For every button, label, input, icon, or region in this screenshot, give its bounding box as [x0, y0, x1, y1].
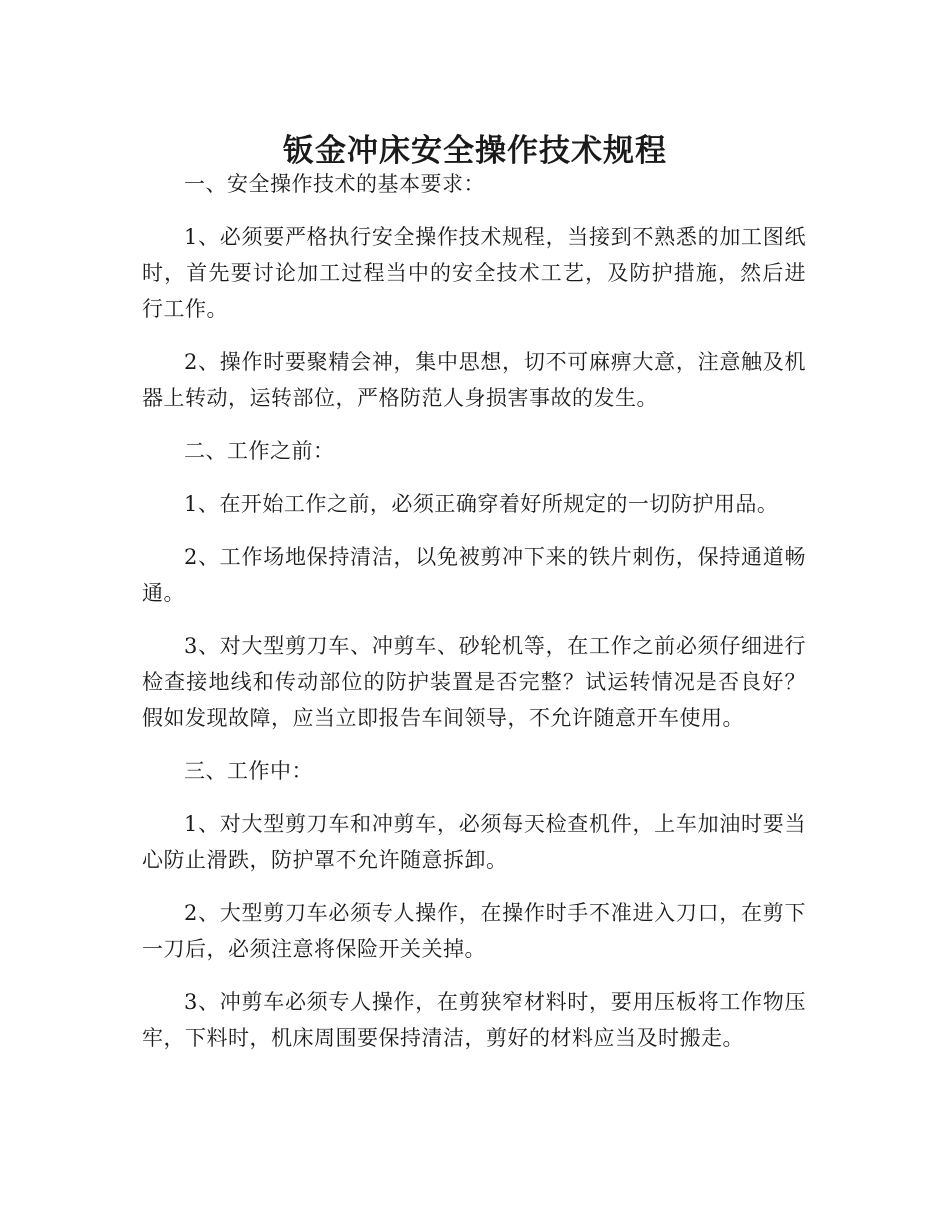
paragraph: 2、工作场地保持清洁，以免被剪冲下来的铁片刺伤，保持通道畅通。 [142, 545, 806, 605]
paragraph: 1、在开始工作之前，必须正确穿着好所规定的一切防护用品。 [184, 492, 779, 516]
paragraph: 2、操作时要聚精会神，集中思想，切不可麻痹大意，注意触及机器上转动，运转部位，严格防范人身损害事故的发生。 [142, 350, 806, 410]
section-heading-2: 二、工作之前： [184, 439, 335, 463]
paragraph: 2、大型剪刀车必须专人操作，在操作时手不准进入刀口，在剪下一刀后，必须注意将保险开关关掉。 [142, 901, 806, 961]
document-body [142, 166, 806, 1073]
document-title: 钣金冲床安全操作技术规程 [283, 132, 667, 169]
paragraph: 1、对大型剪刀车和冲剪车，必须每天检查机件，上车加油时要当心防止滑跌，防护罩不允许随意拆卸。 [142, 812, 806, 872]
paragraph: 3、冲剪车必须专人操作，在剪狭窄材料时，要用压板将工作物压牢，下料时，机床周围要保持清洁，剪好的材料应当及时搬走。 [142, 990, 806, 1050]
paragraph: 3、对大型剪刀车、冲剪车、砂轮机等，在工作之前必须仔细进行检查接地线和传动部位的防护装置是否完整？试运转情况是否良好？假如发现故障，应当立即报告车间领导，不允许随意开车使用。 [142, 634, 806, 730]
section-heading-1: 一、安全操作技术的基本要求： [184, 172, 485, 196]
section-heading-3: 三、工作中： [184, 759, 313, 783]
paragraph: 1、必须要严格执行安全操作技术规程，当接到不熟悉的加工图纸时，首先要讨论加工过程当中的安全技术工艺，及防护措施，然后进行工作。 [142, 225, 806, 321]
